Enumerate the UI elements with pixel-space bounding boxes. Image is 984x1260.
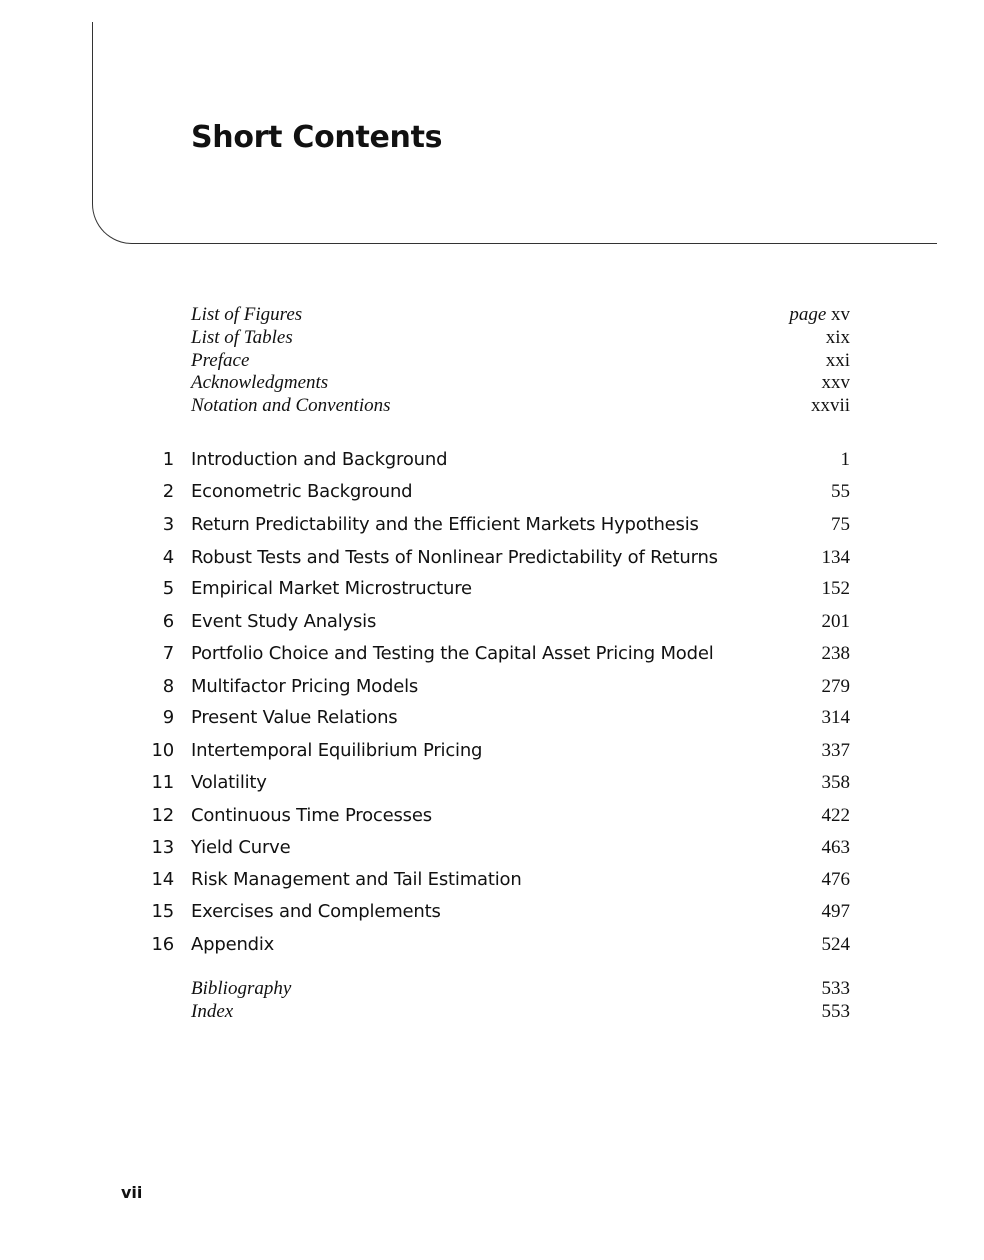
toc-entry-page: 533 [821,978,850,999]
toc-chapter-16[interactable] [140,933,850,957]
chapter-number: 15 [151,901,174,922]
chapter-page: 201 [821,611,850,632]
chapter-title: Present Value Relations [191,707,398,728]
toc-chapter-9[interactable] [140,706,850,730]
page-folio: vii [121,1183,143,1202]
chapter-page: 422 [821,805,850,826]
page-prefix: page [789,304,827,325]
chapter-page: 358 [821,772,850,793]
toc-entry-label: Index [191,1001,234,1022]
chapter-number: 7 [162,643,174,664]
chapter-title: Portfolio Choice and Testing the Capital Asset Pricing Model [191,643,714,664]
toc-chapter-7[interactable] [140,642,850,666]
toc-entry-label: List of Tables [191,327,293,348]
toc-chapter-15[interactable] [140,900,850,924]
chapter-page: 279 [821,676,850,697]
chapter-number: 8 [162,676,174,697]
toc-chapter-6[interactable] [140,610,850,634]
chapter-number: 12 [151,805,174,826]
chapter-title: Intertemporal Equilibrium Pricing [191,740,483,761]
toc-chapter-12[interactable] [140,804,850,828]
chapter-title: Return Predictability and the Efficient Markets Hypothesis [191,514,699,535]
chapter-page: 497 [821,901,850,922]
toc-entry-list-of-tables[interactable] [191,326,850,349]
chapter-number: 9 [162,707,174,728]
chapter-page: 238 [821,643,850,664]
chapter-page: 55 [831,481,850,502]
chapter-page: 337 [821,740,850,761]
chapter-title: Multifactor Pricing Models [191,676,419,697]
toc-chapter-10[interactable] [140,739,850,763]
toc-entry-label: Acknowledgments [191,372,329,393]
chapter-title: Yield Curve [191,837,291,858]
chapter-title: Volatility [191,772,267,793]
toc-chapter-14[interactable] [140,868,850,892]
chapter-number: 11 [151,772,174,793]
chapter-page: 476 [821,869,850,890]
chapter-number: 4 [162,547,174,568]
toc-entry-acknowledgments[interactable] [191,371,850,394]
chapter-title: Exercises and Complements [191,901,441,922]
toc-entry-notation-and-conventions[interactable] [191,394,850,417]
chapter-title: Econometric Background [191,481,413,502]
page-title: Short Contents [191,120,443,155]
toc-entry-bibliography[interactable] [191,977,850,1000]
toc-entry-page: 553 [821,1001,850,1022]
chapter-title: Risk Management and Tail Estimation [191,869,522,890]
chapter-number: 16 [151,934,174,955]
chapter-title: Continuous Time Processes [191,805,432,826]
chapter-title: Appendix [191,934,275,955]
chapter-number: 6 [162,611,174,632]
toc-entry-preface[interactable] [191,349,850,372]
chapter-page: 152 [821,578,850,599]
chapter-page: 463 [821,837,850,858]
toc-chapter-1[interactable] [140,448,850,472]
chapter-page: 75 [831,514,850,535]
chapter-title: Robust Tests and Tests of Nonlinear Predictability of Returns [191,547,718,568]
chapter-number: 14 [151,869,174,890]
chapter-number: 2 [162,481,174,502]
toc-entry-label: List of Figures [191,304,303,325]
toc-entry-page: xix [825,327,850,348]
chapter-page: 1 [840,449,850,470]
toc-chapter-2[interactable] [140,480,850,504]
chapter-number: 13 [151,837,174,858]
chapter-page: 134 [821,547,850,568]
toc-chapter-11[interactable] [140,771,850,795]
chapter-page: 314 [821,707,850,728]
toc-chapter-5[interactable] [140,577,850,601]
toc-entry-page: xxvii [810,395,850,416]
toc-entry-page [789,303,850,326]
chapter-number: 1 [162,449,174,470]
chapter-title: Event Study Analysis [191,611,377,632]
page-number: xv [831,304,850,325]
toc-entry-page: xxv [821,372,850,393]
toc-chapter-13[interactable] [140,836,850,860]
chapter-page: 524 [821,934,850,955]
toc-chapter-3[interactable] [140,513,850,537]
toc-entry-list-of-figures[interactable] [191,303,850,326]
chapter-title: Introduction and Background [191,449,448,470]
chapter-number: 10 [151,740,174,761]
toc-entry-label: Preface [191,350,250,371]
chapter-number: 5 [162,578,174,599]
toc-entry-page: xxi [825,350,850,371]
toc-chapter-4[interactable] [140,546,850,570]
chapter-title: Empirical Market Microstructure [191,578,472,599]
toc-entry-label: Notation and Conventions [191,395,391,416]
toc-chapter-8[interactable] [140,675,850,699]
chapter-number: 3 [162,514,174,535]
toc-entry-index[interactable] [191,1000,850,1023]
toc-entry-label: Bibliography [191,978,292,999]
